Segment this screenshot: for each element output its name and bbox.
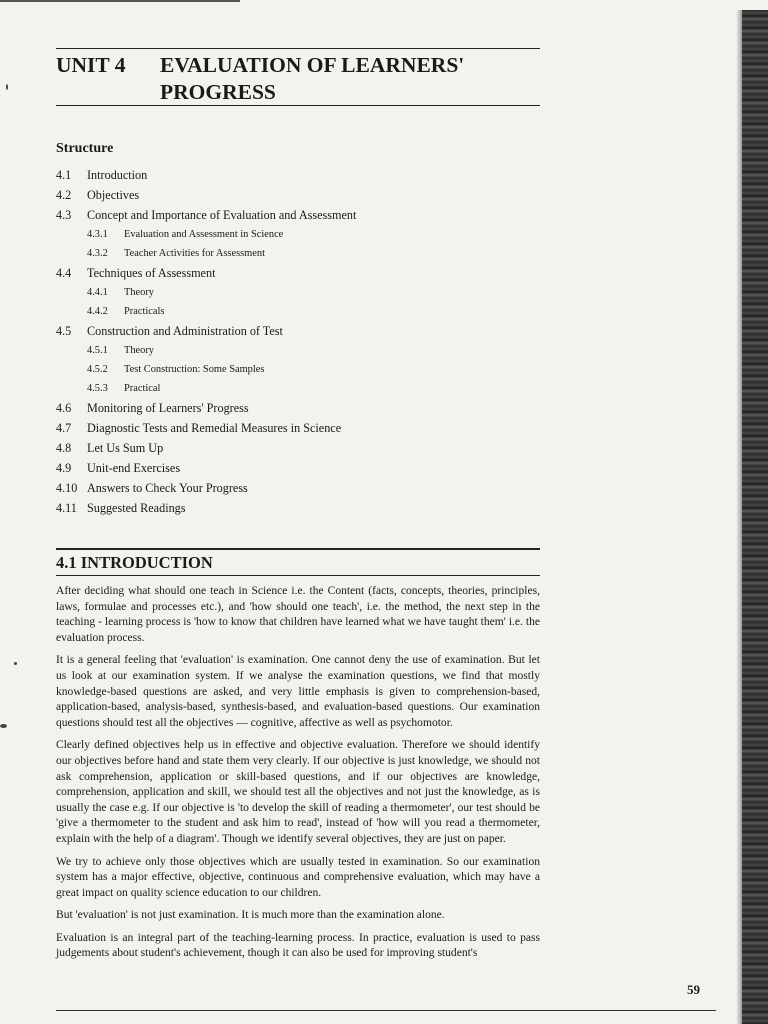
table-of-contents [56,165,540,518]
toc-item [56,165,540,185]
toc-item-number: 4.10 [56,481,78,495]
book-spine-shadow [742,10,768,1024]
toc-item-number: 4.4.1 [87,287,108,298]
unit-number: UNIT 4 [56,53,126,77]
toc-item [56,398,540,418]
toc-subitem [56,379,540,398]
section-top-rule [56,548,540,550]
body-paragraph: After deciding what should one teach in Science i.e. the Content (facts, concepts, theories, principles, laws, formulae and processes etc.), and 'how should one teach', i.e. the method, the next step in the teaching - learning process is 'how to know that children have learned what we have taught them' i.e. the evaluation process. [56,585,540,644]
toc-subitem [56,341,540,360]
toc-item-title: Answers to Check Your Progress [87,481,248,495]
body-paragraph: Clearly defined objectives help us in effective and objective evaluation. Therefore we should identify our objectives before hand and state them very clearly. If our objective is just knowledge, we should not ask comprehension, application or skill-based questions, and if our objectives are knowledge, comprehension, application and skill, we should test all the objectives and not just the knowledge, as is usually the case e.g. If our objective is 'to develop the skill of reading a thermometer', our test should be 'give a thermometer to the student and ask him to read', instead of 'how will you read a thermometer, explain with the help of a diagram'. Though we identify several objectives, they are just on paper. [56,739,540,845]
toc-item-number: 4.3 [56,208,72,222]
toc-item-title: Construction and Administration of Test [87,324,283,338]
toc-subitem [56,360,540,379]
toc-item [56,498,540,518]
toc-item-title: Objectives [87,188,140,202]
toc-item [56,478,540,498]
toc-item-title: Theory [124,345,155,356]
toc-item-title: Diagnostic Tests and Remedial Measures in Science [87,421,342,435]
toc-item-number: 4.5.1 [87,345,108,356]
toc-item-title: Introduction [87,168,148,182]
header-top-rule [56,48,540,49]
section-bottom-rule [56,575,540,576]
scan-speck [14,662,17,665]
body-paragraph: We try to achieve only those objectives which are usually tested in examination. So our examination system has a major effective, objective, continuous and comprehensive evaluation, which may have a great impact on quality science education to our children. [56,855,540,899]
unit-title: EVALUATION OF LEARNERS' PROGRESS [160,53,465,104]
toc-item-number: 4.5.2 [87,364,108,375]
toc-item-number: 4.2 [56,188,72,202]
toc-item-number: 4.8 [56,441,72,455]
section-body [56,584,540,969]
toc-item [56,458,540,478]
scan-speck [6,84,8,90]
toc-item-number: 4.4 [56,266,72,280]
body-paragraph: It is a general feeling that 'evaluation' is examination. One cannot deny the use of examination. But let us look at our examination system. If we analyse the examination questions, we find that mostly knowledge-based questions are asked, and very little emphasis is given to comprehension-based, application-based, analysis-based, synthesis-based, and evaluation-based questions. Our examination questions should test all the objectives — cognitive, affective as well as psychomotor. [56,654,540,729]
toc-item [56,418,540,438]
toc-item-title: Practicals [124,306,165,317]
toc-item-title: Techniques of Assessment [87,266,216,280]
toc-item-title: Teacher Activities for Assessment [124,248,265,259]
scan-speck [0,724,7,728]
toc-item-title: Test Construction: Some Samples [124,364,265,375]
toc-item-title: Let Us Sum Up [87,441,164,455]
toc-item-number: 4.7 [56,421,72,435]
toc-item-title: Unit-end Exercises [87,461,181,475]
toc-item-number: 4.6 [56,401,72,415]
toc-item-number: 4.9 [56,461,72,475]
toc-subitem [56,283,540,302]
toc-item-number: 4.11 [56,501,77,515]
toc-subitem [56,225,540,244]
toc-item [56,205,540,225]
toc-item-title: Evaluation and Assessment in Science [124,229,284,240]
toc-item-title: Theory [124,287,155,298]
toc-subitem [56,244,540,263]
toc-item [56,185,540,205]
toc-item-number: 4.5.3 [87,383,108,394]
toc-subitem [56,302,540,321]
toc-item [56,438,540,458]
section-heading: 4.1 INTRODUCTION [56,553,213,572]
structure-heading: Structure [56,141,114,156]
toc-item-title: Practical [124,383,161,394]
toc-item-title: Monitoring of Learners' Progress [87,401,249,415]
toc-item [56,321,540,341]
top-edge-rule [0,0,240,2]
toc-item-number: 4.5 [56,324,72,338]
toc-item-title: Concept and Importance of Evaluation and Assessment [87,208,357,222]
toc-item-number: 4.4.2 [87,306,108,317]
toc-item-number: 4.3.2 [87,248,108,259]
header-bottom-rule [56,105,540,106]
body-paragraph: But 'evaluation' is not just examination. It is much more than the examination alone. [56,909,445,922]
page-number: 59 [687,982,700,997]
footer-rule [56,1010,716,1011]
toc-item-number: 4.3.1 [87,229,108,240]
toc-item [56,263,540,283]
toc-item-number: 4.1 [56,168,72,182]
body-paragraph: Evaluation is an integral part of the teaching-learning process. In practice, evaluation is used to pass judgements about student's achievement, though it can also be used for improving student's [56,931,540,960]
toc-item-title: Suggested Readings [87,501,186,515]
